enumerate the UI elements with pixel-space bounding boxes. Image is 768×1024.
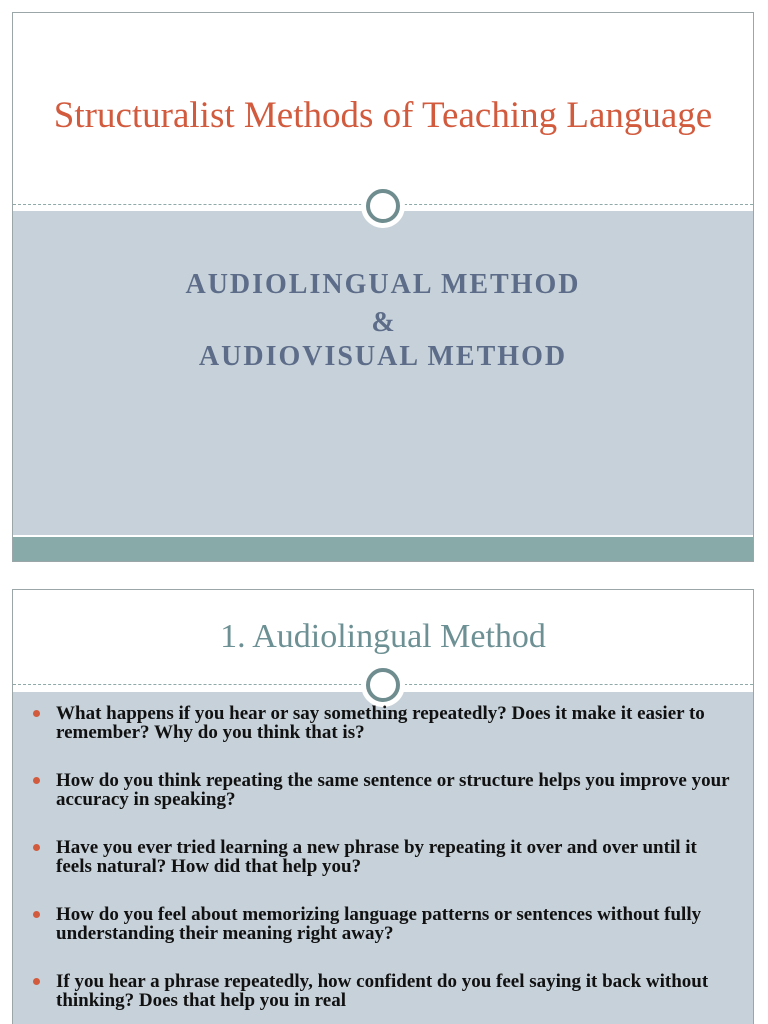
slide-title: Structuralist Methods of Teaching Language — [53, 95, 713, 136]
subtitle-panel — [13, 211, 753, 535]
bullet-dot-icon — [33, 844, 40, 851]
bullet-item — [13, 771, 753, 809]
circle-ornament-icon — [366, 189, 400, 223]
bullet-dot-icon — [33, 710, 40, 717]
bullet-item — [13, 838, 753, 876]
bullet-item — [13, 704, 753, 742]
subtitle-ampersand: & — [371, 307, 395, 338]
bullet-item — [13, 905, 753, 943]
bullet-text: How do you think repeating the same sentence or structure helps you improve your accuracy in speaking? — [56, 770, 730, 810]
subtitle-line-1: AUDIOLINGUAL METHOD — [185, 269, 581, 300]
footer-bar — [13, 537, 753, 561]
bullet-dot-icon — [33, 777, 40, 784]
bullet-text: How do you feel about memorizing language patterns or sentences without fully understanding their meaning right away? — [56, 904, 702, 944]
slide-heading: 1. Audiolingual Method — [220, 618, 546, 655]
bullet-text: What happens if you hear or say something repeatedly? Does it make it easier to remember? Why do you think that is? — [56, 703, 705, 743]
content-slide — [12, 589, 754, 1024]
subtitle-line-3: AUDIOVISUAL METHOD — [198, 341, 568, 372]
bullet-text: If you hear a phrase repeatedly, how confident do you feel saying it back without thinking? Does that help you in real — [56, 971, 709, 1011]
bullet-dot-icon — [33, 978, 40, 985]
circle-ornament-icon — [366, 668, 400, 702]
bullet-text: Have you ever tried learning a new phrase by repeating it over and over until it feels natural? How did that help you? — [56, 837, 697, 877]
bullet-dot-icon — [33, 911, 40, 918]
bullet-item — [13, 972, 753, 1010]
bullet-list — [13, 704, 753, 1024]
title-slide — [12, 12, 754, 562]
